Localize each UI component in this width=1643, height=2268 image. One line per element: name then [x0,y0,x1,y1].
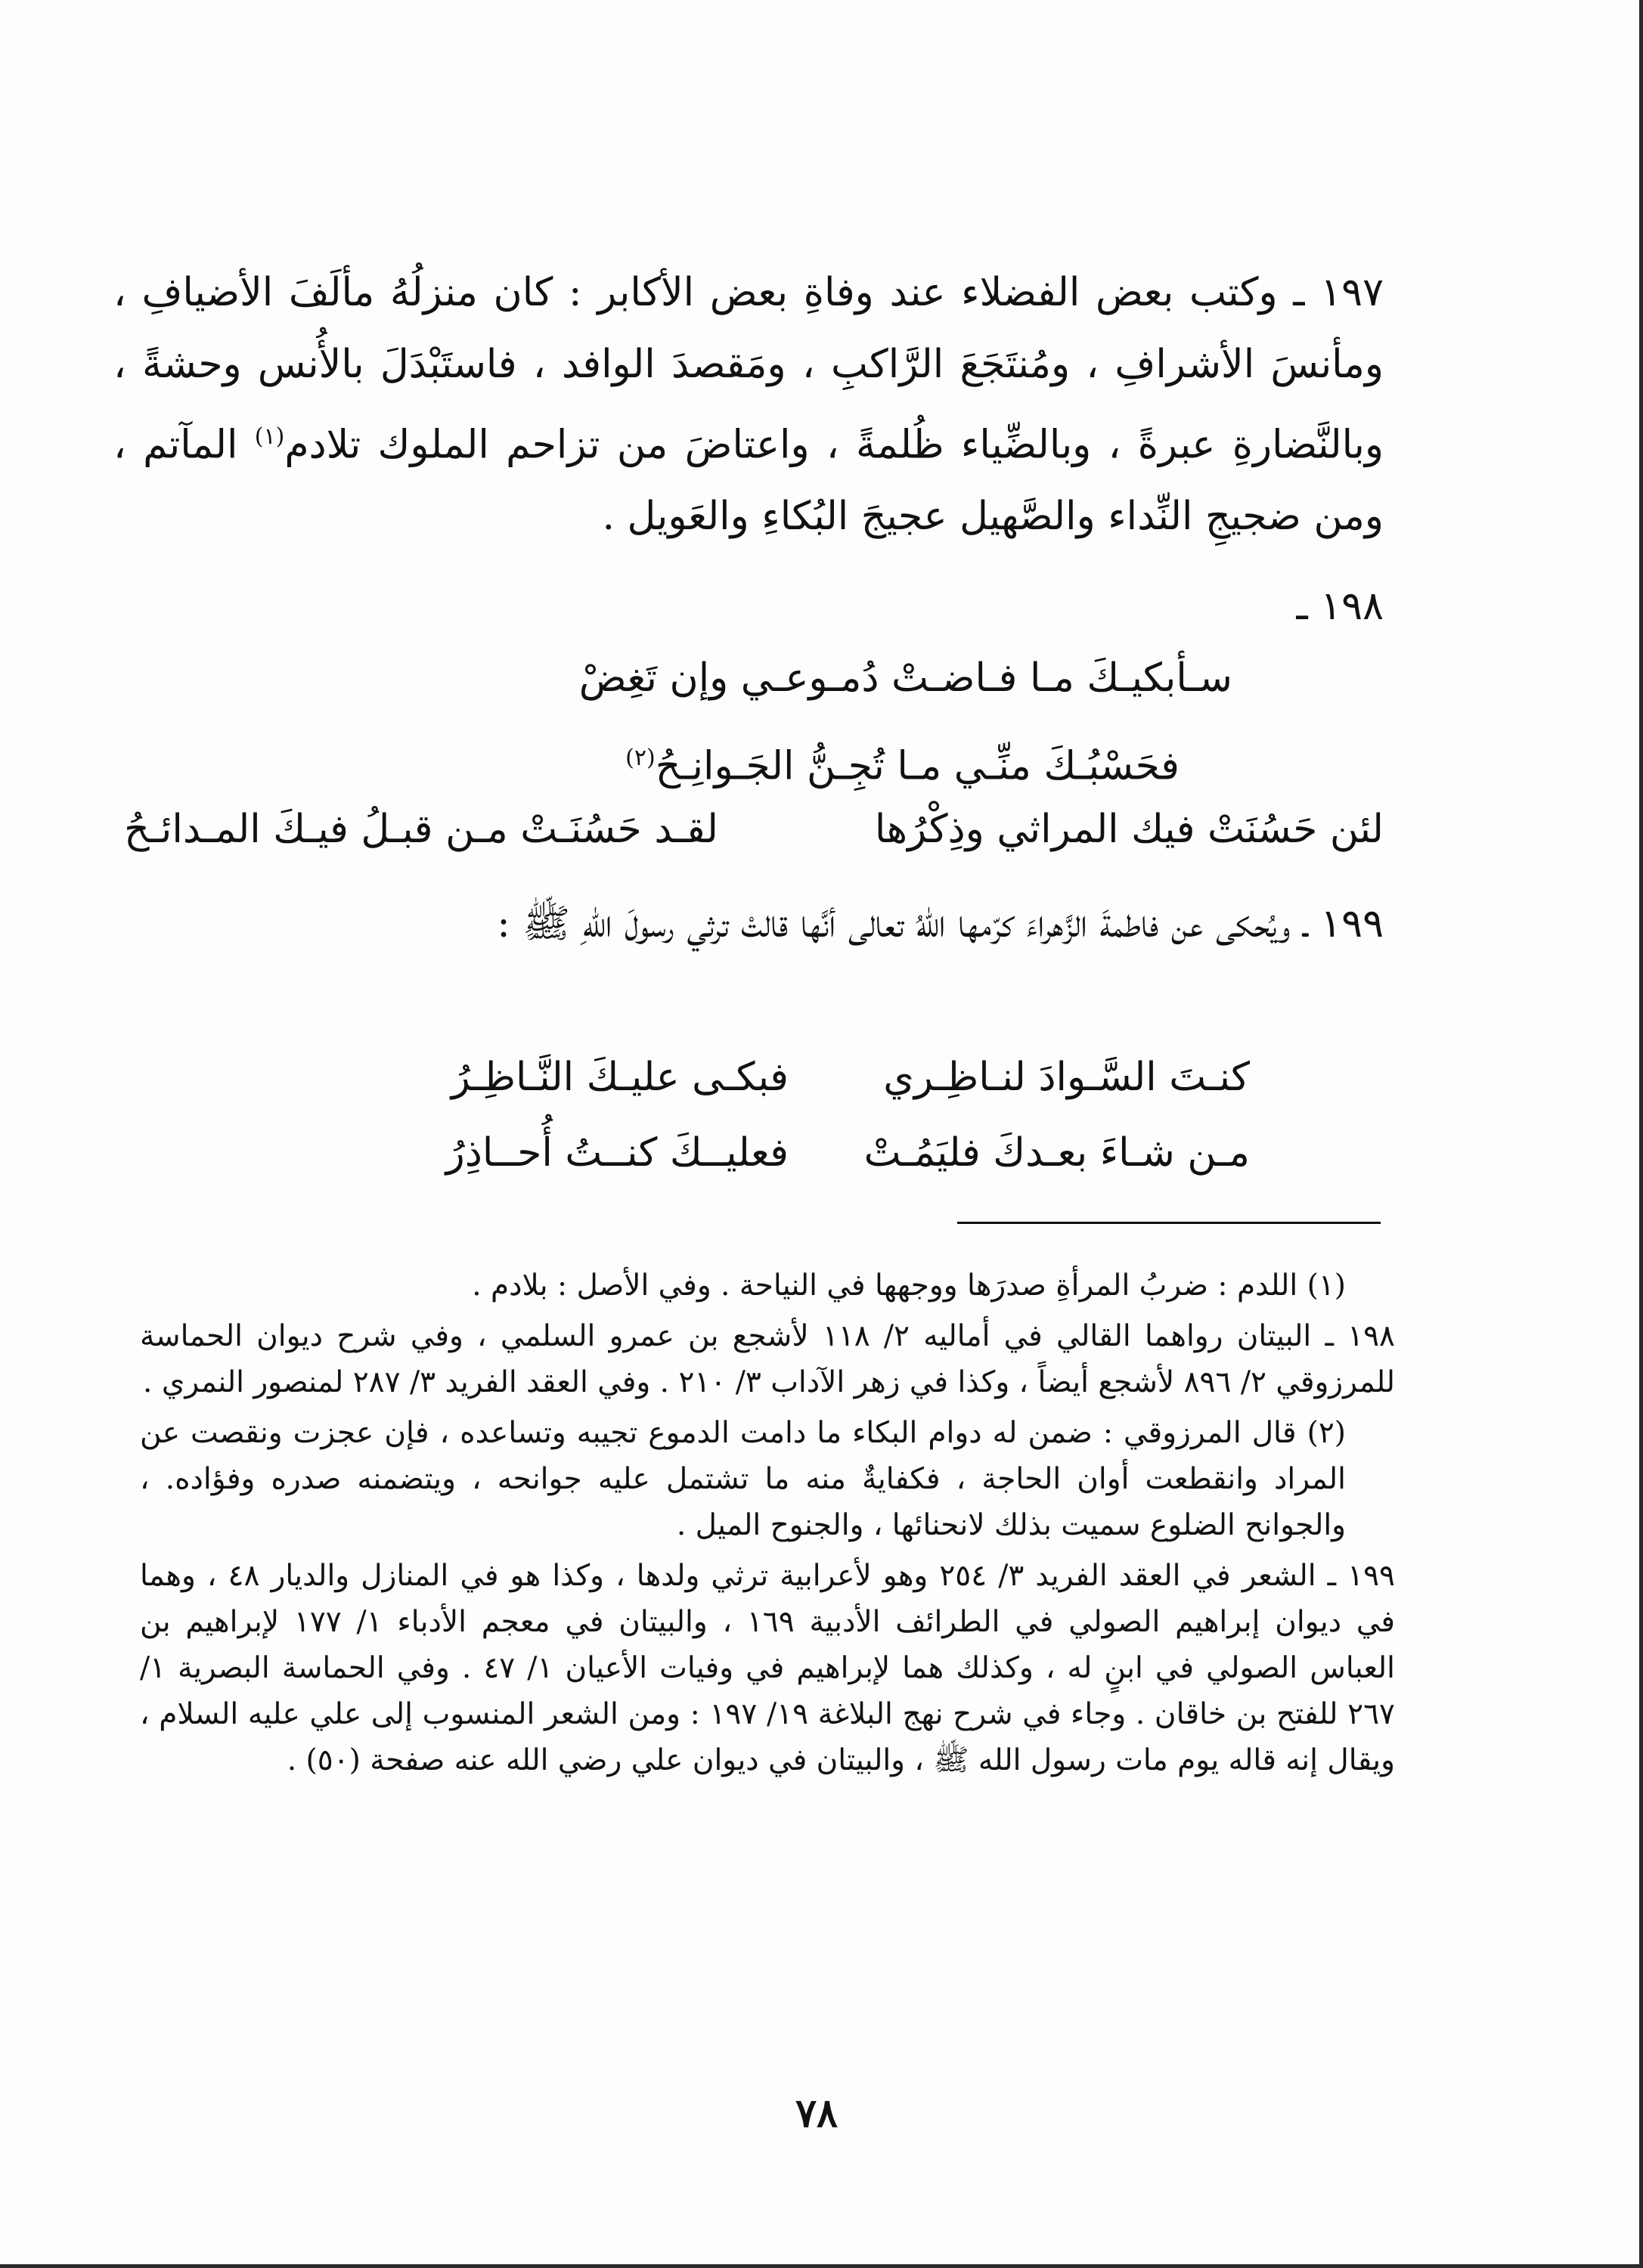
entry-199-verse-2 [297,1115,1250,1191]
entry-198-heading: ١٩٨ ـ [1296,584,1384,629]
entry-198-verse-3-second-hemistich: لقـد حَسُنَـتْ مـن قبـلُ فيـكَ المـدائـحُ [124,807,718,852]
entry-199-verse-1-first-hemistich: كنـتَ السَّـوادَ لنـاظِـري [883,1055,1250,1100]
scan-border-right [1639,0,1643,2268]
entry-199-verse-1-second-hemistich: فبكـى عليـكَ النَّـاظِـرُ [451,1055,789,1100]
entry-199-verse-2-first-hemistich: مـن شـاءَ بعـدكَ فليَمُـتْ [863,1130,1250,1176]
footnote-separator [957,1222,1381,1224]
entry-198-verse-2 [113,722,1180,802]
page-number: ٧٨ [795,2090,838,2136]
entry-197-text: ١٩٧ ـ وكتب بعض الفضلاء عند وفاةِ بعض الأكابر : كان منزلُهُ مألَفَ الأضيافِ ، ومأنسَ الأشرافِ ، ومُنتَجَعَ الرَّاكبِ ، ومَقصدَ الوافد ، فاستَبْدَلَ بالأُنس وحشةً ، وبالنَّضارةِ عبرةً ، وبالضِّياء ظُلمةً ، واعتاضَ من تزاحم الملوك تلادم [113,270,1384,468]
footnote-marker-1: (١) [254,423,285,450]
entry-198-verse-1: سـأبكيـكَ مـا فـاضـتْ دُمـوعـي وإن تَغِضْ [578,655,1232,701]
entry-198-verse-2-text: فحَسْبُـكَ منِّـي مـا تُجِـنُّ الجَـوانِـحُ [655,743,1180,789]
entry-199-verse-2-second-hemistich: فعليــكَ كنــتُ أُحــاذِرُ [445,1130,789,1176]
entry-198-verse-3-first-hemistich: لئن حَسُنَتْ فيك المراثي وذِكْرُها [874,807,1384,852]
footnote-1: (١) اللدم : ضربُ المرأةِ صدرَها ووجهها في النياحة . وفي الأصل : بلادم . [472,1269,1346,1303]
footnote-199: ١٩٩ ـ الشعر في العقد الفريد ٣/ ٢٥٤ وهو لأعرابية ترثي ولدها ، وكذا هو في المنازل والديار ٤٨ ، وهما في ديوان إبراهيم الصولي في الطرائف الأدبية ١٦٩ ، والبيتان في معجم الأدباء ١/ ١٧٧ لإبراهيم بن العباس الصولي في ابنٍ له ، وكذلك هما لإبراهيم في وفيات الأعيان ١/ ٤٧ . وفي الحماسة البصرية ١/ ٢٦٧ للفتح بن خاقان . وجاء في شرح نهج البلاغة ١٩/ ١٩٧ : ومن الشعر المنسوب إلى علي عليه السلام ، ويقال إنه قاله يوم مات رسول الله ﷺ ، والبيتان في ديوان علي رضي الله عنه صفحة (٥٠) . [140,1559,1396,1777]
footnote-marker-2: (٢) [625,745,656,771]
footnotes [140,1263,1395,1788]
footnote-2: (٢) قال المرزوقي : ضمن له دوام البكاء ما دامت الدموع تجيبه وتساعده ، فإن عجزت ونقصت عن المراد وانقطعت أوان الحاجة ، فكفايةٌ منه ما تشتمل عليه جوانحه ، ويتضمنه صدره وفؤاده. ، والجوانح الضلوع سميت بذلك لانحنائها ، والجنوح الميل . [140,1416,1346,1542]
entry-199-paragraph: ١٩٩ ـ ويُحكى عن فاطمةَ الزَّهراءَ كرّمها اللهُ تعالى أنَّها قالتْ ترثي رسولَ اللهِ ﷺ : [497,901,1384,947]
scan-border-bottom [0,2264,1643,2268]
entry-197-text-continued: المآتم ، ومن ضجيجِ النِّداء والصَّهيل عجيجَ البُكاءِ والعَويل . [113,422,1384,540]
footnote-198: ١٩٨ ـ البيتان رواهما القالي في أماليه ٢/ ١١٨ لأشجع بن عمرو السلمي ، وفي شرح ديوان الحماسة للمرزوقي ٢/ ٨٩٦ لأشجع أيضاً ، وكذا في زهر الآداب ٣/ ٢١٠ . وفي العقد الفريد ٣/ ٢٨٧ لمنصور النمري . [140,1319,1395,1399]
entry-197-paragraph [113,257,1384,553]
entry-199-verse-1 [297,1040,1250,1115]
entry-198-verse-3 [113,794,1384,866]
